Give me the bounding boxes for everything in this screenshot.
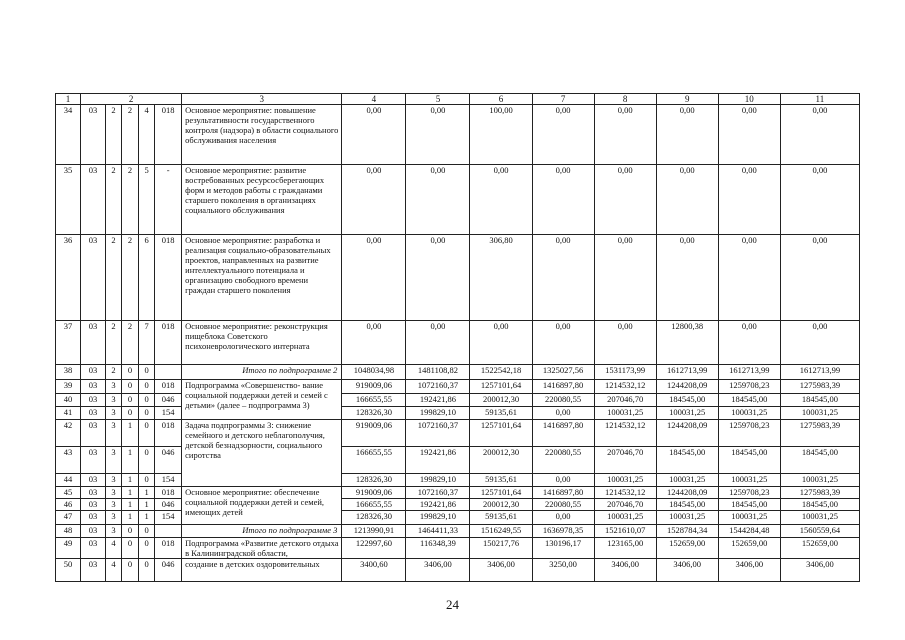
value-cell: 0,00 (532, 407, 594, 420)
description-line: неблагополучия, детской безнадзорности, социального (185, 430, 325, 450)
code-cell: 1 (122, 499, 139, 511)
value-cell: 207046,70 (594, 499, 656, 511)
code-cell: 0 (139, 559, 155, 582)
value-cell: 1275983,39 (780, 487, 859, 499)
value-cell: 128326,30 (342, 474, 406, 487)
value-cell: 100031,25 (780, 511, 859, 525)
description-cell: Основное мероприятие: реконструкция пищеблока Советского психоневрологического интерната (182, 321, 342, 365)
code-cell: 5 (139, 165, 155, 235)
code-cell: 0 (139, 394, 155, 407)
code-cell: 03 (81, 165, 106, 235)
code-cell: 3 (106, 407, 122, 420)
row-number-cell: 45 (56, 487, 81, 499)
code-cell: 1 (122, 447, 139, 474)
table-row (56, 499, 860, 511)
value-cell: 1528784,34 (656, 525, 718, 538)
row-number-cell: 40 (56, 394, 81, 407)
code-cell: 7 (139, 321, 155, 365)
code-cell: 0 (122, 394, 139, 407)
value-cell: 100031,25 (594, 511, 656, 525)
code-cell: 1 (122, 511, 139, 525)
code-cell: 03 (81, 420, 106, 447)
value-cell: 152659,00 (780, 538, 859, 559)
value-cell: 3406,00 (718, 559, 780, 582)
code-cell: 03 (81, 538, 106, 559)
value-cell: 100031,25 (780, 407, 859, 420)
value-cell: 166655,55 (342, 447, 406, 474)
header-col-7: 7 (532, 94, 594, 105)
value-cell: 100031,25 (718, 474, 780, 487)
value-cell: 220080,55 (532, 447, 594, 474)
code-cell: 2 (106, 105, 122, 165)
code-cell: 046 (155, 447, 182, 474)
description-cell: Основное мероприятие: повышение результативности государственного контроля (надзора) в области социального обслуживания населения (182, 105, 342, 165)
value-cell: 59135,61 (470, 407, 532, 420)
code-cell: 0 (139, 538, 155, 559)
table-row (56, 474, 860, 487)
value-cell: 200012,30 (470, 499, 532, 511)
code-cell: 018 (155, 321, 182, 365)
code-cell: 3 (106, 420, 122, 447)
code-cell: 03 (81, 105, 106, 165)
header-col-1: 1 (56, 94, 81, 105)
code-cell: 03 (81, 394, 106, 407)
subtotal-label: Итого по подпрограмме 2 (182, 365, 342, 380)
value-cell: 919009,06 (342, 380, 406, 394)
code-cell: 018 (155, 420, 182, 447)
value-cell: 1522542,18 (470, 365, 532, 380)
description-line: сиротства (185, 450, 221, 460)
value-cell: 0,00 (532, 235, 594, 321)
description-cell: Основное мероприятие: развитие востребованных ресурсосберегающих форм и методов работы с гражданами старшего поколения в организациях социального обслуживания (182, 165, 342, 235)
value-cell: 184545,00 (656, 394, 718, 407)
value-cell: 1259708,23 (718, 380, 780, 394)
value-cell: 100031,25 (656, 407, 718, 420)
code-cell: 03 (81, 235, 106, 321)
description-cell (182, 487, 342, 525)
value-cell: 1259708,23 (718, 487, 780, 499)
value-cell: 1325027,56 (532, 365, 594, 380)
value-cell: 199829,10 (406, 407, 470, 420)
code-cell: 0 (139, 420, 155, 447)
code-cell: 018 (155, 105, 182, 165)
description-line: вание социальной поддержки детей (185, 380, 323, 400)
value-cell: 0,00 (594, 235, 656, 321)
value-cell: 3406,00 (406, 559, 470, 582)
table-row (56, 165, 860, 235)
header-col-10: 10 (718, 94, 780, 105)
table-row (56, 105, 860, 165)
header-col-6: 6 (470, 94, 532, 105)
code-cell: 2 (122, 165, 139, 235)
value-cell: 128326,30 (342, 511, 406, 525)
code-cell: 2 (106, 321, 122, 365)
value-cell: 1257101,64 (470, 420, 532, 447)
value-cell: 0,00 (532, 165, 594, 235)
code-cell: 046 (155, 394, 182, 407)
code-cell: 018 (155, 487, 182, 499)
value-cell: 1214532,12 (594, 487, 656, 499)
code-cell: 1 (139, 511, 155, 525)
value-cell: 100031,25 (594, 407, 656, 420)
row-number-cell: 43 (56, 447, 81, 474)
description-line: и семей с детьми» (далее – подпрограмма 3) (185, 390, 328, 410)
code-cell: 0 (139, 380, 155, 394)
value-cell: 0,00 (594, 105, 656, 165)
value-cell: 184545,00 (780, 394, 859, 407)
value-cell: 1416897,80 (532, 487, 594, 499)
value-cell: 0,00 (342, 235, 406, 321)
description-cell: Основное мероприятие: разработка и реализация социально-образовательных проектов, направленных на развитие интеллектуального потенциала и организацию свободного времени граждан старшего поколения (182, 235, 342, 321)
code-cell: 0 (122, 380, 139, 394)
code-cell: 4 (106, 559, 122, 582)
value-cell: 192421,86 (406, 447, 470, 474)
value-cell: 0,00 (406, 165, 470, 235)
value-cell: 1544284,48 (718, 525, 780, 538)
value-cell: 1072160,37 (406, 487, 470, 499)
code-cell (155, 365, 182, 380)
code-cell: 6 (139, 235, 155, 321)
row-number-cell: 36 (56, 235, 81, 321)
value-cell: 12800,38 (656, 321, 718, 365)
value-cell: 207046,70 (594, 447, 656, 474)
code-cell: 3 (106, 525, 122, 538)
row-number-cell: 50 (56, 559, 81, 582)
value-cell: 200012,30 (470, 394, 532, 407)
row-number-cell: 42 (56, 420, 81, 447)
description-cell: создание в детских оздоровительных (182, 559, 342, 582)
code-cell: 03 (81, 365, 106, 380)
value-cell: 100031,25 (594, 474, 656, 487)
value-cell: 100031,25 (718, 511, 780, 525)
code-cell: 154 (155, 474, 182, 487)
value-cell: 150217,76 (470, 538, 532, 559)
code-cell: 2 (106, 235, 122, 321)
row-number-cell: 41 (56, 407, 81, 420)
value-cell: 1416897,80 (532, 420, 594, 447)
value-cell: 1464411,33 (406, 525, 470, 538)
value-cell: 0,00 (470, 321, 532, 365)
description-line: Подпрограмма «Совершенство- (185, 380, 301, 390)
value-cell: 0,00 (342, 321, 406, 365)
value-cell: 0,00 (532, 474, 594, 487)
table-row (56, 511, 860, 525)
code-cell: 2 (106, 165, 122, 235)
code-cell: 3 (106, 511, 122, 525)
value-cell: 0,00 (656, 165, 718, 235)
code-cell: 03 (81, 511, 106, 525)
budget-table (55, 93, 860, 582)
table-row (56, 447, 860, 474)
value-cell: 1275983,39 (780, 420, 859, 447)
code-cell: 0 (139, 365, 155, 380)
value-cell: 0,00 (342, 105, 406, 165)
value-cell: 200012,30 (470, 447, 532, 474)
value-cell: 0,00 (532, 105, 594, 165)
value-cell: 199829,10 (406, 474, 470, 487)
row-number-cell: 39 (56, 380, 81, 394)
value-cell: 100,00 (470, 105, 532, 165)
value-cell: 207046,70 (594, 394, 656, 407)
value-cell: 184545,00 (718, 499, 780, 511)
value-cell: 3406,00 (780, 559, 859, 582)
budget-table-sheet (55, 93, 860, 582)
value-cell: 220080,55 (532, 394, 594, 407)
code-cell: 2 (122, 105, 139, 165)
row-number-cell: 35 (56, 165, 81, 235)
value-cell: 192421,86 (406, 499, 470, 511)
table-row (56, 487, 860, 499)
value-cell: 1275983,39 (780, 380, 859, 394)
value-cell: 1259708,23 (718, 420, 780, 447)
value-cell: 1612713,99 (656, 365, 718, 380)
header-col-2: 2 (81, 94, 182, 105)
value-cell: 0,00 (718, 235, 780, 321)
value-cell: 166655,55 (342, 394, 406, 407)
value-cell: 0,00 (532, 511, 594, 525)
value-cell: 1521610,07 (594, 525, 656, 538)
value-cell: 0,00 (532, 321, 594, 365)
value-cell: 184545,00 (718, 447, 780, 474)
value-cell: 184545,00 (780, 447, 859, 474)
table-row (56, 559, 860, 582)
value-cell: 1244208,09 (656, 380, 718, 394)
code-cell: 0 (139, 407, 155, 420)
value-cell: 1244208,09 (656, 420, 718, 447)
value-cell: 0,00 (780, 321, 859, 365)
code-cell: 03 (81, 321, 106, 365)
value-cell: 3406,00 (594, 559, 656, 582)
description-cell: Подпрограмма «Развитие детского отдыха в Калининградской области, (182, 538, 342, 559)
row-number-cell: 38 (56, 365, 81, 380)
value-cell: 919009,06 (342, 420, 406, 447)
value-cell: 1214532,12 (594, 420, 656, 447)
value-cell: 0,00 (656, 235, 718, 321)
code-cell: 03 (81, 474, 106, 487)
value-cell: 1244208,09 (656, 487, 718, 499)
value-cell: 100031,25 (656, 474, 718, 487)
table-row (56, 365, 860, 380)
value-cell: 59135,61 (470, 511, 532, 525)
value-cell: 184545,00 (656, 447, 718, 474)
value-cell: 130196,17 (532, 538, 594, 559)
table-body (56, 105, 860, 582)
row-number-cell: 37 (56, 321, 81, 365)
code-cell: 3 (106, 474, 122, 487)
value-cell: 0,00 (718, 105, 780, 165)
value-cell: 1072160,37 (406, 420, 470, 447)
code-cell: 0 (122, 407, 139, 420)
code-cell: 018 (155, 235, 182, 321)
value-cell: 919009,06 (342, 487, 406, 499)
value-cell: 1416897,80 (532, 380, 594, 394)
value-cell: 166655,55 (342, 499, 406, 511)
value-cell: 1612713,99 (780, 365, 859, 380)
value-cell: 0,00 (594, 165, 656, 235)
code-cell: 3 (106, 499, 122, 511)
value-cell: 152659,00 (718, 538, 780, 559)
row-number-cell: 49 (56, 538, 81, 559)
value-cell: 1636978,35 (532, 525, 594, 538)
code-cell: 03 (81, 499, 106, 511)
code-cell: 154 (155, 511, 182, 525)
code-cell: 03 (81, 487, 106, 499)
code-cell: - (155, 165, 182, 235)
value-cell: 123165,00 (594, 538, 656, 559)
value-cell: 152659,00 (656, 538, 718, 559)
table-row (56, 538, 860, 559)
row-number-cell: 44 (56, 474, 81, 487)
value-cell: 3400,60 (342, 559, 406, 582)
code-cell: 0 (122, 365, 139, 380)
value-cell: 0,00 (406, 105, 470, 165)
subtotal-label: Итого по подпрограмме 3 (182, 525, 342, 538)
code-cell: 1 (122, 474, 139, 487)
code-cell: 046 (155, 499, 182, 511)
value-cell: 0,00 (780, 105, 859, 165)
code-cell: 03 (81, 380, 106, 394)
header-col-5: 5 (406, 94, 470, 105)
value-cell: 1048034,98 (342, 365, 406, 380)
code-cell: 2 (122, 321, 139, 365)
value-cell: 59135,61 (470, 474, 532, 487)
value-cell: 184545,00 (780, 499, 859, 511)
value-cell: 1072160,37 (406, 380, 470, 394)
header-col-11: 11 (780, 94, 859, 105)
table-row (56, 420, 860, 447)
code-cell: 4 (139, 105, 155, 165)
code-cell: 3 (106, 380, 122, 394)
value-cell: 0,00 (406, 235, 470, 321)
code-cell: 03 (81, 525, 106, 538)
code-cell: 1 (122, 420, 139, 447)
header-col-8: 8 (594, 94, 656, 105)
table-row (56, 321, 860, 365)
value-cell: 1214532,12 (594, 380, 656, 394)
code-cell: 0 (122, 525, 139, 538)
value-cell: 306,80 (470, 235, 532, 321)
row-number-cell: 46 (56, 499, 81, 511)
code-cell: 4 (106, 538, 122, 559)
table-row (56, 525, 860, 538)
description-line: Основное мероприятие: обеспечение (185, 487, 320, 497)
description-line: Задача подпрограммы 3: снижение семейного и детского (185, 420, 312, 440)
value-cell: 192421,86 (406, 394, 470, 407)
value-cell: 100031,25 (656, 511, 718, 525)
value-cell: 1257101,64 (470, 380, 532, 394)
value-cell: 184545,00 (718, 394, 780, 407)
value-cell: 0,00 (406, 321, 470, 365)
value-cell: 1257101,64 (470, 487, 532, 499)
value-cell: 100031,25 (780, 474, 859, 487)
value-cell: 3406,00 (656, 559, 718, 582)
value-cell: 1612713,99 (718, 365, 780, 380)
row-number-cell: 34 (56, 105, 81, 165)
table-row (56, 380, 860, 394)
value-cell: 128326,30 (342, 407, 406, 420)
code-cell: 0 (122, 538, 139, 559)
code-cell: 3 (106, 447, 122, 474)
description-line: семей, имеющих детей (185, 497, 325, 517)
code-cell: 1 (122, 487, 139, 499)
value-cell: 100031,25 (718, 407, 780, 420)
code-cell: 2 (122, 235, 139, 321)
value-cell: 116348,39 (406, 538, 470, 559)
value-cell: 0,00 (718, 165, 780, 235)
code-cell: 3 (106, 394, 122, 407)
row-number-cell: 48 (56, 525, 81, 538)
value-cell: 0,00 (342, 165, 406, 235)
header-row (56, 94, 860, 105)
table-row (56, 407, 860, 420)
description-cell (182, 420, 342, 487)
row-number-cell: 47 (56, 511, 81, 525)
header-col-3: 3 (182, 94, 342, 105)
table-row (56, 235, 860, 321)
code-cell: 03 (81, 407, 106, 420)
value-cell: 0,00 (780, 165, 859, 235)
code-cell: 03 (81, 447, 106, 474)
value-cell: 220080,55 (532, 499, 594, 511)
code-cell: 018 (155, 380, 182, 394)
table-row (56, 394, 860, 407)
code-cell: 3 (106, 487, 122, 499)
code-cell: 0 (122, 559, 139, 582)
value-cell: 184545,00 (656, 499, 718, 511)
code-cell (155, 525, 182, 538)
header-col-4: 4 (342, 94, 406, 105)
code-cell: 2 (106, 365, 122, 380)
page-number: 24 (446, 597, 459, 612)
value-cell: 1481108,82 (406, 365, 470, 380)
code-cell: 03 (81, 559, 106, 582)
value-cell: 0,00 (780, 235, 859, 321)
value-cell: 0,00 (594, 321, 656, 365)
value-cell: 1213990,91 (342, 525, 406, 538)
code-cell: 154 (155, 407, 182, 420)
code-cell: 018 (155, 538, 182, 559)
code-cell: 0 (139, 525, 155, 538)
value-cell: 122997,60 (342, 538, 406, 559)
code-cell: 0 (139, 474, 155, 487)
code-cell: 1 (139, 499, 155, 511)
value-cell: 3406,00 (470, 559, 532, 582)
value-cell: 1516249,55 (470, 525, 532, 538)
description-cell (182, 380, 342, 420)
value-cell: 0,00 (470, 165, 532, 235)
description-line: социальной поддержки детей и (185, 497, 299, 507)
code-cell: 046 (155, 559, 182, 582)
value-cell: 0,00 (656, 105, 718, 165)
value-cell: 1560559,64 (780, 525, 859, 538)
header-col-9: 9 (656, 94, 718, 105)
code-cell: 1 (139, 487, 155, 499)
value-cell: 199829,10 (406, 511, 470, 525)
value-cell: 3250,00 (532, 559, 594, 582)
code-cell: 0 (139, 447, 155, 474)
value-cell: 1531173,99 (594, 365, 656, 380)
value-cell: 0,00 (718, 321, 780, 365)
